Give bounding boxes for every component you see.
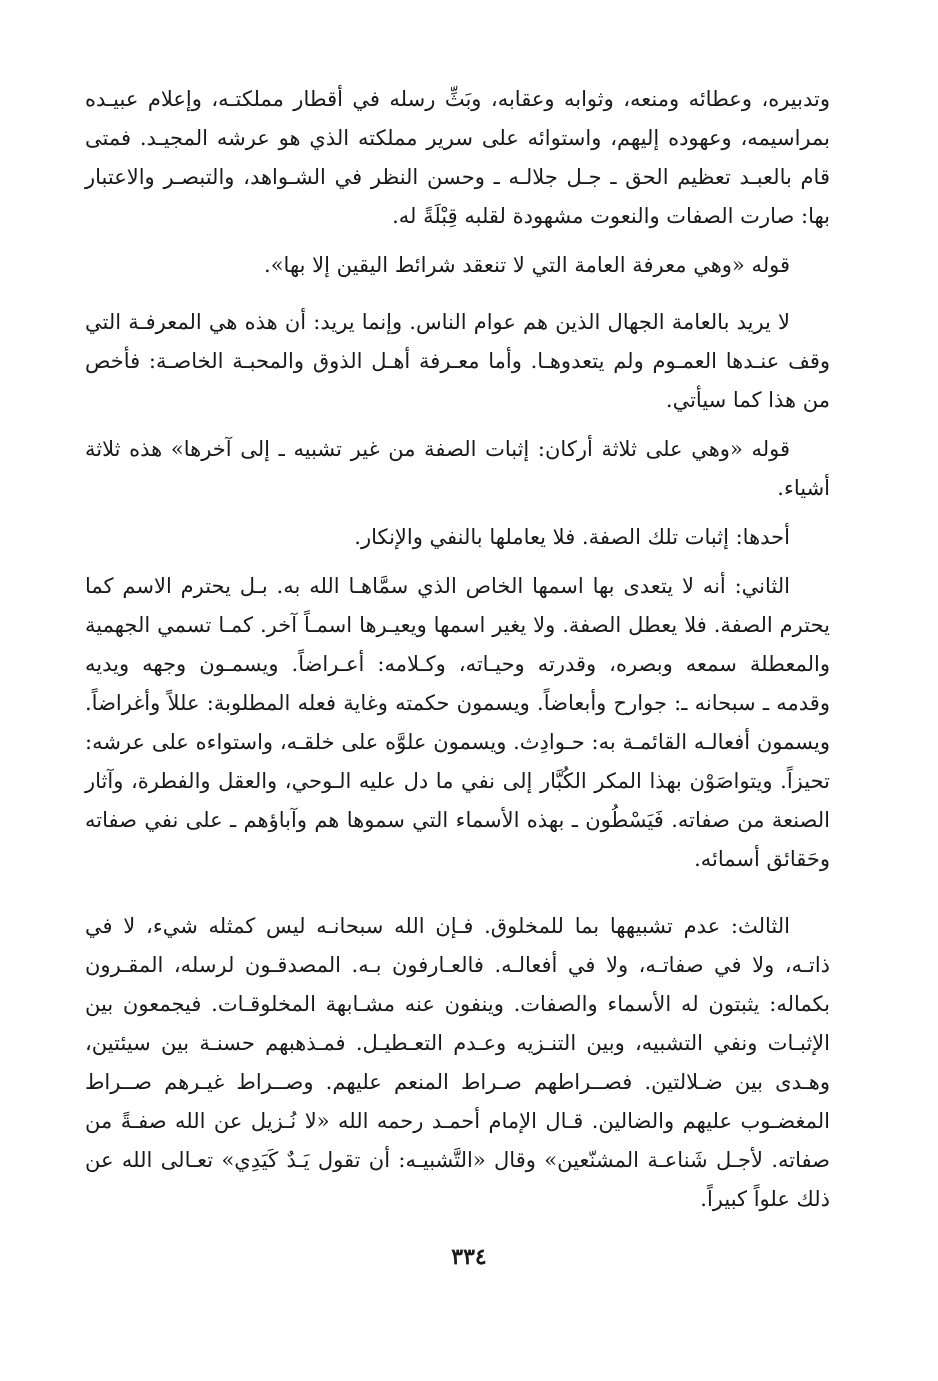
paragraph-1: وتدبيره، وعطائه ومنعه، وثوابه وعقابه، وبَثِّ رسله في أقطار مملكتـه، وإعلام عبيـده بمراسيمه، وعهوده إليهم، واستوائه على سرير مملكته الذي هو عرشه المجيـد. فمتى قام بالعبـد تعظيم الحق ـ جـل جلالـه ـ وحسن النظر في الشـواهد، والتبصـر والاعتبار بها: صارت الصفات والنعوت مشهودة لقلبه قِبْلَةً له.	[85, 87, 830, 228]
paragraph-2: قوله «وهي معرفة العامة التي لا تنعقد شرائط اليقين إلا بها».	[264, 253, 790, 277]
paragraph-7: الثالث: عدم تشبيهها بما للمخلوق. فـإن الله سبحانـه ليس كمثله شيء، لا في ذاتـه، ولا في صفاتـه، ولا في أفعالـه. فالعـارفون بـه. المصدقـون لرسله، المقـرون بكماله: يثبتون له الأسماء والصفات. وينفون عنه مشـابهة المخلوقـات. فيجمعون بين الإثبـات ونفي التشبيه، وبين التنـزيه وعـدم التعـطيـل. فمـذهبهم حسنـة بين سيئتين، وهـدى بين ضـلالتين. فصــراطهم صـراط المنعم عليهم. وصــراط غيـرهم صــراط المغضـوب عليهم والضالين. قـال الإمام أحمـد رحمه الله «لا نُـزيل عن الله صفـةً من صفاته. لأجـل شَناعـة المشنّعين» وقال «التَّشبيـه: أن تقول يَـدٌ كَيَدِي» تعـالى الله عن ذلك علواً كبيراً.	[85, 914, 830, 1211]
page-number: ٣٣٤	[451, 1244, 487, 1270]
page-text	[85, 80, 830, 1219]
paragraph-5: أحدها: إثبات تلك الصفة. فلا يعاملها بالنفي والإنكار.	[354, 525, 790, 549]
paragraph-6: الثاني: أنه لا يتعدى بها اسمها الخاص الذي سمَّاهـا الله به. بـل يحترم الاسم كما يحترم الصفة. فلا يعطل الصفة. ولا يغير اسمها ويعيـرها اسمـاً آخر. كمـا تسمي الجهمية والمعطلة سمعه وبصره، وقدرته وحيـاته، وكـلامه: أعـراضاً. ويسمـون وجهه ويديه وقدمه ـ سبحانه ـ: جوارح وأبعاضاً. ويسمون حكمته وغاية فعله المطلوبة: عللاً وأغراضاً. ويسمون أفعالـه القائمـة به: حـوادِث. ويسمون علوَّه على خلقـه، واستواءه على عرشه: تحيزاً. ويتواصَوْن بهذا المكر الكُبَّار إلى نفي ما دل عليه الـوحي، والعقل والفطرة، وآثار الصنعة من صفاته. فَيَسْطُون ـ بهذه الأسماء التي سموها هم وآباؤهم ـ على نفي صفاته وحَقائق أسمائه.	[85, 574, 830, 871]
paragraph-4: قوله «وهي على ثلاثة أركان: إثبات الصفة من غير تشبيه ـ إلى آخرها» هذه ثلاثة أشياء.	[85, 437, 830, 500]
paragraph-3: لا يريد بالعامة الجهال الذين هم عوام الناس. وإنما يريد: أن هذه هي المعرفـة التي وقف عنـدها العمـوم ولم يتعدوهـا. وأما معـرفة أهـل الذوق والمحبـة الخاصـة: فأخص من هذا كما سيأتي.	[85, 310, 830, 412]
